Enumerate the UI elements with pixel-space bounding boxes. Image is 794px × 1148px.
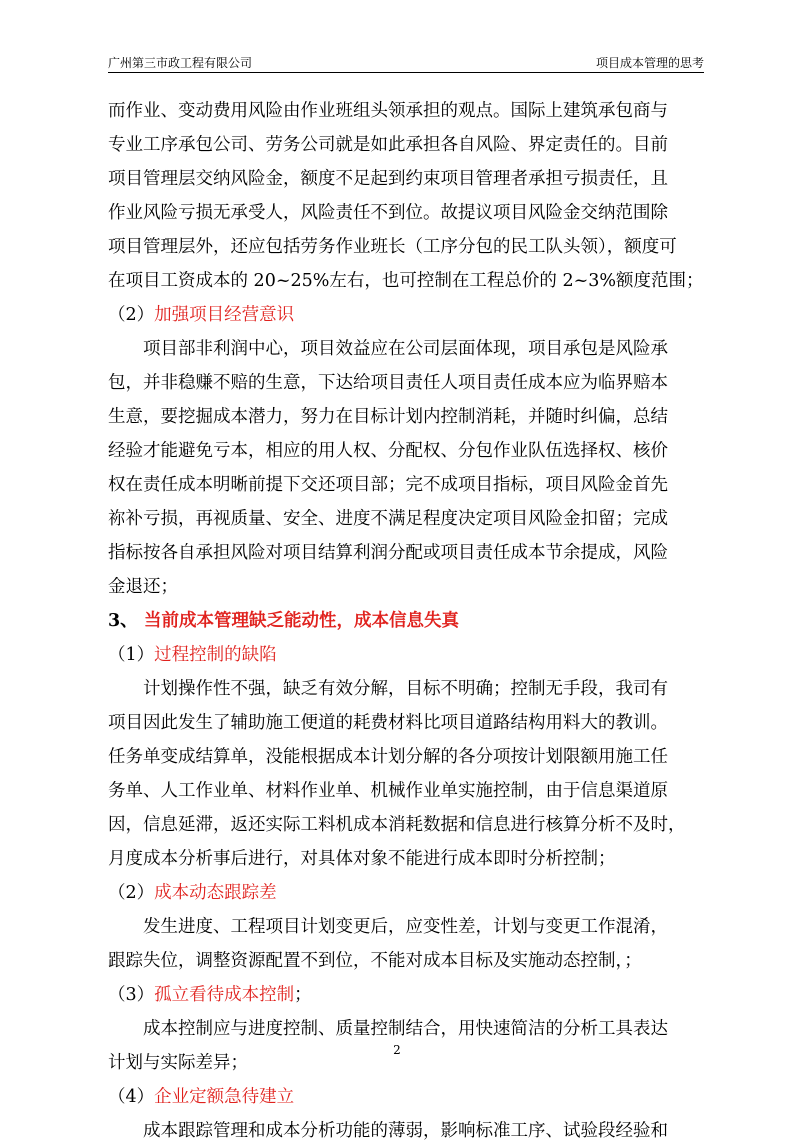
subheading-title: 孤立看待成本控制 xyxy=(154,985,295,1005)
header-rule xyxy=(108,72,704,73)
subheading-2 xyxy=(108,298,708,332)
text-line: 包，并非稳赚不赔的生意，下达给项目责任人项目责任成本应为临界赔本 xyxy=(108,373,668,393)
text-line: 项目部非利润中心，项目效益应在公司层面体现，项目承包是风险承 xyxy=(143,339,668,359)
text-line: 任务单变成结算单，没能根据成本计划分解的各分项按计划限额用施工任 xyxy=(108,747,668,767)
subheading-number: （2） xyxy=(108,305,155,325)
section-heading-3 xyxy=(108,604,708,638)
subheading-number: （4） xyxy=(108,1087,155,1107)
subheading-title: 过程控制的缺陷 xyxy=(154,645,277,665)
header-doc-title: 项目成本管理的思考 xyxy=(595,56,704,70)
text-line: 在项目工资成本的 20~25%左右，也可控制在工程总价的 2~3%额度范围； xyxy=(108,271,704,291)
text-line: 项目管理层外，还应包括劳务作业班长（工序分包的民工队头领），额度可 xyxy=(108,237,677,257)
text-line: 生意，要挖掘成本潜力，努力在目标计划内控制消耗，并随时纠偏，总结 xyxy=(108,407,668,427)
text-line: 月度成本分析事后进行，对具体对象不能进行成本即时分析控制； xyxy=(108,849,616,869)
text-line: 作业风险亏损无承受人，风险责任不到位。故提议项目风险金交纳范围除 xyxy=(108,203,668,223)
section-number: 3、 xyxy=(108,611,138,631)
text-line: 因，信息延滞，返还实际工料机成本消耗数据和信息进行核算分析不及时， xyxy=(108,815,686,835)
text-line: 发生进度、工程项目计划变更后，应变性差，计划与变更工作混淆， xyxy=(143,917,668,937)
text-line: 指标按各自承担风险对项目结算利润分配或项目责任成本节余提成，风险 xyxy=(108,543,668,563)
page-number: 2 xyxy=(393,1043,401,1057)
text-line: 项目因此发生了辅助施工便道的耗费材料比项目道路结构用料大的教训。 xyxy=(108,713,668,733)
text-line: 权在责任成本明晰前提下交还项目部；完不成项目指标，项目风险金首先 xyxy=(108,475,668,495)
subheading-title: 企业定额急待建立 xyxy=(154,1087,295,1107)
document-body xyxy=(108,94,708,1148)
text-line: 务单、人工作业单、材料作业单、机械作业单实施控制，由于信息渠道原 xyxy=(108,781,668,801)
subheading-number: （2） xyxy=(108,883,155,903)
header-company: 广州第三市政工程有限公司 xyxy=(108,56,253,70)
subheading-3-1 xyxy=(108,638,708,672)
text-line: 祢补亏损，再视质量、安全、进度不满足程度决定项目风险金扣留；完成 xyxy=(108,509,668,529)
subheading-tail: ； xyxy=(294,985,312,1005)
subheading-3-4 xyxy=(108,1080,708,1114)
text-line: 而作业、变动费用风险由作业班组头领承担的观点。国际上建筑承包商与 xyxy=(108,101,668,121)
text-line: 成本控制应与进度控制、质量控制结合，用快速简洁的分析工具表达 xyxy=(143,1019,668,1039)
subheading-title: 加强项目经营意识 xyxy=(154,305,295,325)
text-line: 金退还； xyxy=(108,577,178,597)
text-line: 计划与实际差异； xyxy=(108,1053,248,1073)
page-header xyxy=(108,54,704,72)
text-line: 跟踪失位，调整资源配置不到位，不能对成本目标及实施动态控制，； xyxy=(108,951,642,971)
subheading-3-2 xyxy=(108,876,708,910)
text-line: 经验才能避免亏本，相应的用人权、分配权、分包作业队伍选择权、核价 xyxy=(108,441,668,461)
subheading-number: （1） xyxy=(108,645,155,665)
text-line: 成本跟踪管理和成本分析功能的薄弱，影响标准工序、试验段经验和 xyxy=(143,1121,668,1141)
text-line: 计划操作性不强，缺乏有效分解，目标不明确；控制无手段，我司有 xyxy=(143,679,668,699)
text-line: 专业工序承包公司、劳务公司就是如此承担各自风险、界定责任的。目前 xyxy=(108,135,668,155)
subheading-3-3 xyxy=(108,978,708,1012)
subheading-number: （3） xyxy=(108,985,155,1005)
text-line: 项目管理层交纳风险金，额度不足起到约束项目管理者承担亏损责任，且 xyxy=(108,169,668,189)
section-title: 当前成本管理缺乏能动性，成本信息失真 xyxy=(144,611,459,631)
subheading-title: 成本动态跟踪差 xyxy=(154,883,277,903)
